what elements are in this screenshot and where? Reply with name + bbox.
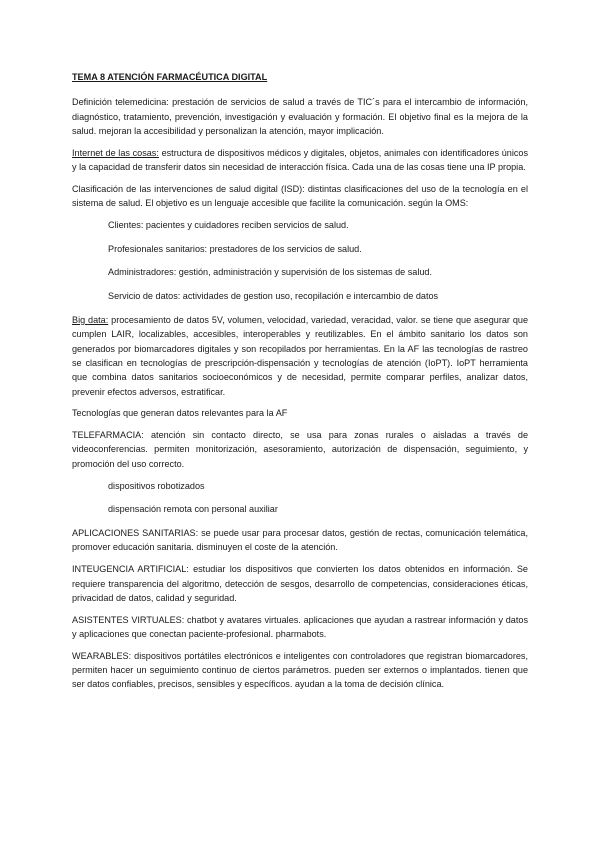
- iot-text: estructura de dispositivos médicos y digitales, objetos, animales con identificadores únicos y la capacidad de transferir datos sin necesidad de interacción física. Cada una de las cosas tiene una IP propia.: [72, 147, 528, 172]
- document-page: [72, 70, 528, 699]
- telemedicina-paragraph: Definición telemedicina: prestación de servicios de salud a través de TIC´s para el intercambio de información, diagnóstico, tratamiento, prevención, investigación y evaluación y formación. El objetivo final es la mejora de la salud. mejoran la accesibilidad y personalizan la atención, mayor implicación.: [72, 97, 528, 136]
- telefarmacia-item-dispensacion: dispensación remota con personal auxiliar: [108, 504, 278, 515]
- aplicaciones-paragraph: APLICACIONES SANITARIAS: se puede usar para procesar datos, gestión de rectas, comunicación telemática, promover educación sanitaria. disminuyen el coste de la atención.: [72, 528, 528, 553]
- telefarmacia-paragraph: TELEFARMACIA: atención sin contacto directo, se usa para zonas rurales o aisladas a través de videoconferencias. permiten monitorización, asesoramiento, autorización de dispensación, seguimiento, y promoción del uso correcto.: [72, 430, 528, 469]
- tech-heading: Tecnologías que generan datos relevantes para la AF: [72, 408, 288, 419]
- asistentes-paragraph: ASISTENTES VIRTUALES: chatbot y avatares virtuales. aplicaciones que ayudan a rastrear información y datos y aplicaciones que conectan paciente-profesional. pharmabots.: [72, 614, 528, 639]
- iot-paragraph: [72, 146, 528, 175]
- document-title: TEMA 8 ATENCIÓN FARMACÉUTICA DIGITAL: [72, 72, 268, 82]
- isd-item-servicio-datos: Servicio de datos: actividades de gestion uso, recopilación e intercambio de datos: [108, 291, 439, 302]
- isd-item-clientes: Clientes: pacientes y cuidadores reciben servicios de salud.: [108, 219, 349, 230]
- isd-item-profesionales: Profesionales sanitarios: prestadores de los servicios de salud.: [108, 243, 362, 254]
- isd-item-administradores: Administradores: gestión, administración y supervisión de los sistemas de salud.: [108, 267, 432, 278]
- bigdata-paragraph: [72, 313, 528, 399]
- bigdata-term: Big data:: [72, 315, 109, 326]
- telefarmacia-item-robotizados: dispositivos robotizados: [108, 480, 205, 491]
- isd-paragraph: Clasificación de las intervenciones de salud digital (ISD): distintas clasificaciones del uso de la tecnología en el sistema de salud. El objetivo es un lenguaje accesible que facilite la comunicación. según la OMS:: [72, 183, 528, 209]
- iot-term: Internet de las cosas:: [72, 147, 159, 158]
- ia-paragraph: INTEUGENCIA ARTIFICIAL: estudiar los dispositivos que convierten los datos obtenidos en información. Se requiere transparencia del algoritmo, detección de sesgos, desarrollo de competencias, consideraciones éticas, privacidad de datos, calidad y seguridad.: [72, 564, 528, 603]
- bigdata-text: procesamiento de datos 5V, volumen, velocidad, variedad, veracidad, valor. se tiene que asegurar que cumplen LAIR, localizables, accesibles, interoperables y reutilizables. En el ámbito sanitario los datos son generados por biomarcadores digitales y son recopilados por herramientas. En la AF las tecnologías de rastreo se clasifican en tecnologías de prescripción-dispensación y tecnologías de atención (IoPT). IoPT herramienta que combina datos sanitarios socioeconómicos y de necesidad, permite comparar perfiles, analizar datos, prevenir efectos adversos, estratificar.: [72, 315, 528, 397]
- wearables-paragraph: WEARABLES: dispositivos portátiles electrónicos e inteligentes con controladores que registran biomarcadores, permiten hacer un seguimiento continuo de ciertos parámetros. pueden ser externos o implantados. tienen que ser datos confiables, precisos, sensibles y específicos. ayudan a la toma de decisión clínica.: [72, 650, 528, 690]
